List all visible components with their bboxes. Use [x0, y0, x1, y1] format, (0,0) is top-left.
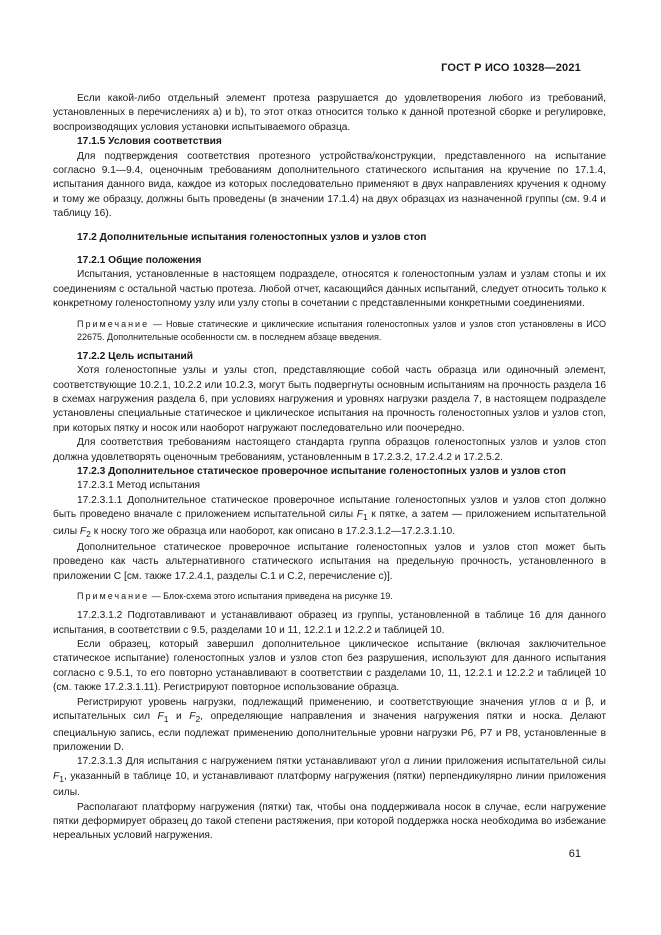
subscript: 1: [362, 512, 368, 523]
subsection-heading: 17.2.3.1 Метод испытания: [77, 480, 201, 492]
note-label: Примечание: [77, 318, 150, 329]
paragraph: Если какой-либо отдельный элемент протеза разрушается до удовлетворения любого из требований, установленных в перечислениях a) и b), то этот отказ относится только к данной протезной сборке и регулировке, воспроизводящих условия установки испытываемого образца.: [53, 93, 606, 133]
symbol: F: [53, 770, 60, 782]
paragraph: Располагают платформу нагружения (пятки) так, чтобы она поддерживала носок в случае, если нагружение пятки деформирует образец до такой степени растяжения, при которой поддержка носка необходима во избежание нереальных условий нагружения.: [53, 801, 606, 842]
section-heading: 17.2.2 Цель испытаний: [77, 350, 194, 362]
section-heading: 17.2.3 Дополнительное статическое проверочное испытание голеностопных узлов и узлов стоп: [77, 465, 566, 477]
subscript: 2: [86, 528, 91, 539]
symbol: F: [189, 711, 196, 723]
paragraph: Испытания, установленные в настоящем подразделе, относятся к голеностопным узлам и узлам стопы и их соединениям с остальной частью протеза. Любой отчет, касающийся данных испытаний, следует относить только к конкретному голеностопному узлу или узлу стопы в сочетании с представленными конкретными соединениями.: [53, 269, 606, 310]
note: [53, 590, 606, 603]
paragraph: Хотя голеностопные узлы и узлы стоп, представляющие собой часть образца или одиночный элемент, соответствующие 10.2.1, 10.2.2 или 10.2.3, могут быть подвергнуты основным испытаниям на прочность раздела 16 в схемах нагружения раздела 6, при условиях нагружения и уровнях нагрузки раздела 7, в настоящем подразделе установлены специальные статическое и циклическое испытания на прочность голеностопных узлов и узлов стоп, при которых пятку и носок или наоборот нагружают последовательно или поочередно.: [53, 365, 606, 434]
paragraph: Для соответствия требованиям настоящего стандарта группа образцов голеностопных узлов и узлов стоп должна удовлетворять оценочным требованиям, установленным в 17.2.3.2, 17.2.4.2 и 17.2.5.2.: [53, 437, 606, 463]
text-run: 17.2.3.1.3 Для испытания с нагружением пятки устанавливают угол α линии приложения испытательной силы: [77, 756, 606, 768]
paragraph: Дополнительное статическое проверочное испытание голеностопных узлов и узлов стоп может быть проведено как часть альтернативного статического испытания на предельную прочность, установленного в приложении С [см. также 17.2.4.1, разделы С.1 и С.2, перечисление с)].: [53, 542, 606, 582]
symbol: F: [79, 525, 87, 537]
symbol: F: [356, 509, 363, 521]
text-run: 17.2.3.1.1 Дополнительное статическое проверочное испытание голеностопных узлов и узлов стоп должно быть проведено вначале с приложением испытательной силы: [53, 494, 606, 521]
paragraph: [53, 755, 606, 800]
text-run: к носку того же образца или наоборот, как описано в 17.2.3.1.2—17.2.3.1.10.: [90, 525, 455, 537]
section-heading: 17.2.1 Общие положения: [77, 255, 202, 267]
symbol: F: [157, 711, 164, 723]
paragraph: Если образец, который завершил дополнительное циклическое испытание (включая заключительное статическое испытание) голеностопных узлов и узлов стоп без разрушения, используют для данного испытания согласно с 9.5.1, то его повторно устанавливают в соответствии с разделами 10, 11, 12.2.1 и 12.2.2 и таблицей 10 (см. также 17.2.3.1.11). Регистрируют повторное использование образца.: [53, 639, 606, 694]
section-heading: 17.2 Дополнительные испытания голеностопных узлов и узлов стоп: [77, 231, 427, 243]
note-text: — Блок-схема этого испытания приведена на рисунке 19.: [149, 591, 393, 602]
subscript: 1: [59, 773, 64, 784]
subscript: 2: [195, 714, 201, 725]
section-heading: 17.1.5 Условия соответствия: [77, 136, 222, 148]
document-body: [53, 92, 606, 844]
text-run: Регистрируют уровень нагрузки, подлежащий применению, и соответствующие значения углов α и β, и испытательных сил: [53, 696, 606, 723]
paragraph: Для подтверждения соответствия протезного устройства/конструкции, представленного на испытание согласно 9.1—9.4, оценочным требованиям дополнительного статического испытания на кручение по 17.1.4, испытания данного вида, каждое из которых последовательно применяют в двух направлениях кручения к одному и тому же образцу, должны быть проведены (в значении 17.1.4) на двух образцах из назначенной группы (см. 9.4 и таблицу 16).: [53, 150, 606, 220]
note-text: — Новые статические и циклические испытания голеностопных узлов и узлов стоп установлены в ИСО 22675. Дополнительные особенности см. в последнем абзаце введения.: [77, 318, 606, 342]
subscript: 1: [163, 714, 169, 725]
paragraph: 17.2.3.1.2 Подготавливают и устанавливают образец из группы, установленной в таблице 16 для данного испытания, в соответствии с 9.5, разделами 10 и 11, 12.2.1 и 12.2.2 и таблицей 10.: [53, 610, 606, 636]
standard-header: ГОСТ Р ИСО 10328—2021: [441, 62, 581, 74]
text-run: , определяющие направления и значения нагружения пятки и носка. Делают специальную запись, если подлежат применению дополнительные уровни нагрузки P6, P7 и P8, установленные в приложении D.: [53, 711, 607, 753]
note: [53, 318, 606, 344]
paragraph: [53, 494, 606, 541]
page-number: 61: [568, 848, 581, 860]
note-label: Примечание: [77, 591, 150, 602]
text-run: и: [168, 711, 190, 723]
text-run: к пятке, а затем — приложением испытательной силы: [53, 509, 607, 537]
paragraph: [53, 696, 606, 756]
text-run: , указанный в таблице 10, и устанавливают платформу нагружения (пятки) перпендикулярно линии приложения силы.: [53, 770, 606, 799]
